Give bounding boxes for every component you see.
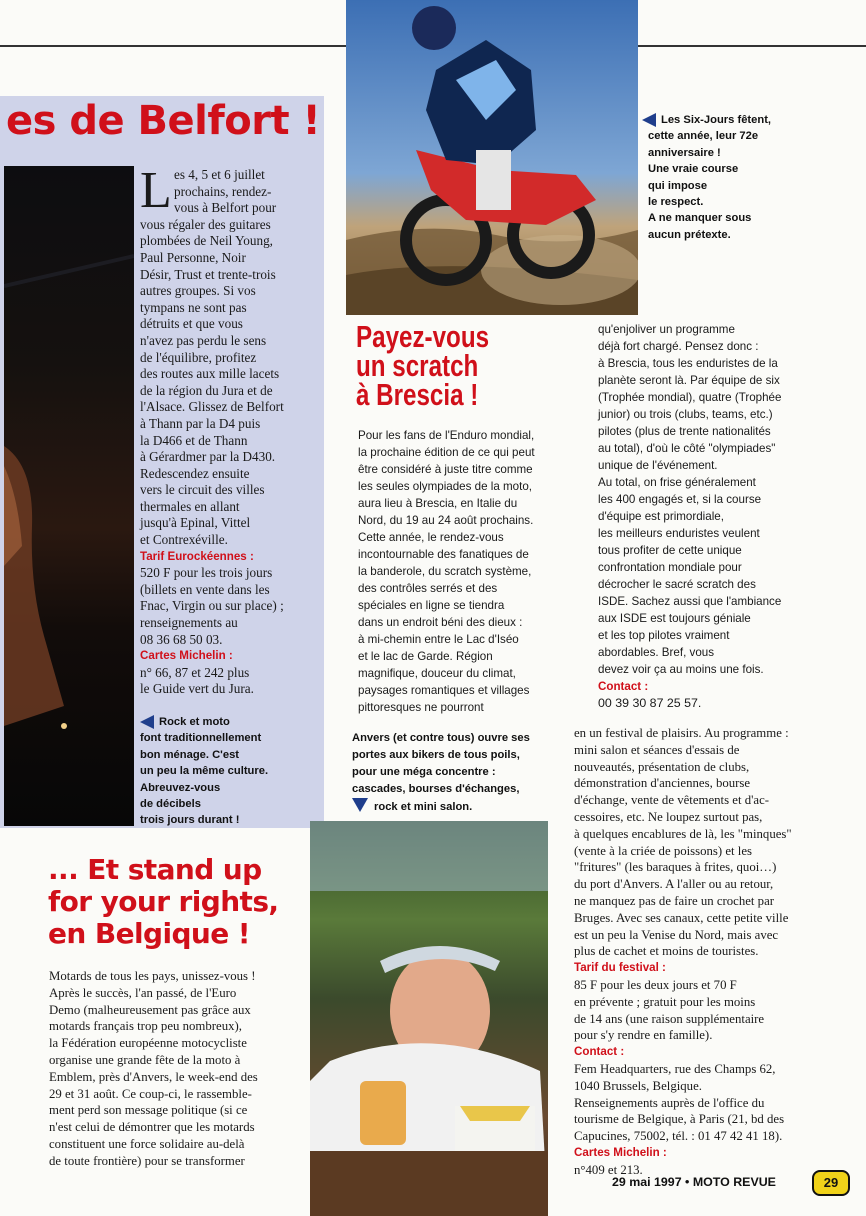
belfort-caption (140, 714, 322, 829)
enduro-photo-art (346, 0, 638, 315)
brescia-title (356, 319, 535, 412)
belfort-line: prochains, rendez- (174, 183, 272, 199)
belfort-line: de la région du Jura et de (140, 382, 273, 398)
page-number: 29 (823, 1175, 839, 1190)
belgique-line: n°409 et 213. (574, 1162, 643, 1177)
triangle-left-icon (642, 113, 656, 127)
caption-line: bon ménage. C'est (140, 748, 240, 761)
belfort-line: des routes aux mille lacets (140, 366, 280, 382)
belfort-line: l'Alsace. Glissez de Belfort (140, 399, 284, 415)
brescia-contact-label: Contact : (598, 680, 649, 693)
brescia-line: pittoresques ne pourront (358, 701, 484, 714)
belgique-contact-label: Contact : (574, 1045, 625, 1059)
caption-line: Anvers (et contre tous) ouvre ses (352, 732, 530, 744)
footer-date: 29 mai 1997 (612, 1175, 682, 1189)
tarif-line: 08 36 68 50 03. (140, 631, 223, 647)
brescia-contact-text: 00 39 30 87 25 57. (598, 696, 702, 710)
caption-line: Rock et moto (140, 714, 322, 730)
belfort-line: à Thann par la D4 puis (140, 415, 261, 431)
enduro-photo-caption (642, 112, 864, 243)
belgique-column-1 (49, 968, 311, 1170)
brescia-line: à mi-chemin entre le Lac d'Iséo (358, 633, 519, 646)
caption-line: rock et mini salon. (352, 798, 566, 816)
triangle-left-icon (140, 715, 154, 729)
belfort-line: Paul Personne, Noir (140, 249, 246, 265)
belfort-line: autres groupes. Si vos (140, 283, 256, 299)
tarif-festival-label: Tarif du festival : (574, 961, 666, 975)
belgique-title-line: en Belgique ! (48, 917, 250, 950)
brescia-line: être considéré à juste titre comme (358, 463, 533, 476)
belfort-line: détruits et que vous (140, 316, 243, 332)
brescia-title-line: Payez-vous (356, 319, 490, 354)
brescia-line: décrocher le sacré scratch des (598, 578, 756, 591)
tarif-line: 520 F pour les trois jours (140, 565, 273, 581)
belfort-line: es 4, 5 et 6 juillet (174, 167, 265, 182)
brescia-line: magnifique, douceur du climat, (358, 667, 516, 680)
belgique-line: en un festival de plaisirs. Au programme : (574, 726, 789, 740)
belgique-line: 29 et 31 août. Ce coup-ci, le rassemble- (49, 1086, 252, 1101)
brescia-line: junior) ou trois (clubs, teams, etc.) (598, 408, 773, 421)
cartes-line: le Guide vert du Jura. (140, 681, 254, 697)
belgique-line: 85 F pour les deux jours et 70 F (574, 977, 737, 992)
belfort-paragraph (140, 162, 320, 549)
caption-line: Les Six-Jours fêtent, (642, 112, 864, 128)
belgique-line: 1040 Brussels, Belgique. (574, 1078, 702, 1093)
brescia-line: et le lac de Garde. Région (358, 650, 493, 663)
belgique-line: motards français trop peu nombreux), (49, 1019, 242, 1034)
cartes-michelin-label: Cartes Michelin : (140, 649, 233, 663)
belfort-line: Désir, Trust et trente-trois (140, 266, 276, 282)
brescia-line: pilotes (plus de trente nationalités (598, 425, 771, 438)
brescia-line: unique de l'événement. (598, 459, 718, 472)
brescia-title-line: à Brescia ! (356, 377, 479, 412)
belgique-line: "fritures" (les baraques à frites, quoi…) (574, 860, 777, 875)
caption-line: portes aux bikers de tous poils, (352, 749, 520, 761)
belgique-line: Bruges. Avec ses canaux, cette petite ville (574, 910, 789, 925)
tarif-line: (billets en vente dans les (140, 581, 270, 597)
brescia-line: d'équipe est primordiale, (598, 510, 724, 523)
belgique-line: Fem Headquarters, rue des Champs 62, (574, 1061, 776, 1076)
caption-line: cette année, leur 72e (648, 130, 759, 143)
brescia-line: au total), d'où le côté "olympiades" (598, 442, 776, 455)
brescia-line: spéciales en ligne se tiendra (358, 599, 505, 612)
brescia-line: Cette année, le rendez-vous (358, 531, 504, 544)
belfort-line: tympans ne sont pas (140, 299, 247, 315)
belgique-line: Motards de tous les pays, unissez-vous ! (49, 969, 256, 983)
brescia-line: abordables. Bref, vous (598, 646, 715, 659)
caption-line: font traditionnellement (140, 732, 262, 745)
belfort-line: de l'équilibre, profitez (140, 349, 257, 365)
belfort-line: et Contrexéville. (140, 532, 228, 548)
brescia-line: les meilleurs enduristes veulent (598, 527, 760, 540)
belgique-title (48, 854, 348, 950)
brescia-line: aux ISDE est toujours géniale (598, 612, 751, 625)
belgique-line: d'échange, vente de vêtements et d'ac- (574, 793, 770, 808)
belgique-column-2 (574, 725, 860, 1179)
belgique-line: plus de cachet et moins de touristes. (574, 944, 759, 959)
belgique-line: ment perd son message politique (si ce (49, 1103, 248, 1118)
brescia-line: qu'enjoliver un programme (598, 323, 735, 336)
brescia-column-2 (598, 321, 858, 712)
brescia-line: et les top pilotes vraiment (598, 629, 730, 642)
caption-line: anniversaire ! (648, 146, 721, 159)
brescia-line: Pour les fans de l'Enduro mondial, (358, 429, 535, 442)
belfort-body (140, 162, 320, 698)
belgique-line: nouveautés, présentation de clubs, (574, 759, 750, 774)
belgique-line: du port d'Anvers. A l'aller ou au retour, (574, 877, 774, 892)
page-footer (612, 1175, 776, 1189)
brescia-line: à Brescia, tous les enduristes de la (598, 357, 778, 370)
belfort-line: la D466 et de Thann (140, 432, 248, 448)
caption-line: aucun prétexte. (648, 228, 731, 241)
belgique-line: cessoires, etc. Ne loupez surtout pas, (574, 809, 763, 824)
brescia-line: paysages romantiques et villages (358, 684, 530, 697)
brescia-line: aura lieu à Brescia, en Italie du (358, 497, 518, 510)
caption-line: trois jours durant ! (140, 814, 240, 827)
belgique-caption (352, 730, 566, 816)
brescia-line: (Trophée mondial), quatre (Trophée (598, 391, 782, 404)
belgique-line: pour s'y rendre en famille). (574, 1028, 713, 1043)
brescia-line: dans un endroit béni des dieux : (358, 616, 523, 629)
belfort-line: n'avez pas perdu le sens (140, 332, 267, 348)
belgique-line: (vente à la criée de poissons) et les (574, 843, 753, 858)
brescia-line: les seules olympiades de la moto, (358, 480, 532, 493)
caption-line: de décibels (140, 798, 201, 811)
belgique-line: organise une grande fête de la moto à (49, 1052, 241, 1067)
belgique-line: est un peu la Venise du Nord, mais avec (574, 927, 779, 942)
brescia-line: tous profiter de cette unique (598, 544, 742, 557)
caption-line: cascades, bourses d'échanges, (352, 783, 520, 795)
belgique-line: à quelques encablures de là, les "minques" (574, 826, 792, 841)
cartes-line: n° 66, 87 et 242 plus (140, 664, 250, 680)
caption-line: Abreuvez-vous (140, 781, 221, 794)
belgique-line: constituent une force solidaire au-delà (49, 1136, 245, 1151)
caption-line: qui impose (648, 179, 708, 192)
brescia-line: la banderole, du scratch système, (358, 565, 532, 578)
brescia-line: Au total, on frise généralement (598, 476, 756, 489)
triangle-down-icon (352, 798, 368, 812)
belgique-line: de toute frontière) pour se transformer (49, 1153, 245, 1168)
belfort-line: jusqu'à Epinal, Vittel (140, 515, 251, 531)
belgique-line: Demo (malheureusement pas grâce aux (49, 1002, 251, 1017)
drop-cap: L (140, 162, 172, 219)
enduro-photo (346, 0, 638, 315)
brescia-line: planète seront là. Par équipe de six (598, 374, 780, 387)
belgique-line: Emblem, près d'Anvers, le week-end des (49, 1069, 258, 1084)
brescia-column-1 (358, 427, 584, 716)
page-number-badge (812, 1170, 850, 1196)
belfort-line: à Gérardmer par la D430. (140, 449, 276, 465)
belfort-line: vers le circuit des villes (140, 482, 265, 498)
caption-line: Une vraie course (648, 163, 739, 176)
brescia-line: ISDE. Sachez aussi que l'ambiance (598, 595, 782, 608)
belgique-line: démonstration d'anciennes, bourse (574, 776, 751, 791)
belgique-line: Après le succès, l'an passé, de l'Euro (49, 985, 237, 1000)
caption-line: pour une méga concentre : (352, 766, 496, 778)
belfort-title: es de Belfort ! (6, 98, 321, 144)
belgique-title-line: for your rights, (48, 885, 279, 918)
brescia-line: les 400 engagés et, si la course (598, 493, 762, 506)
concert-photo (4, 166, 134, 826)
belgique-line: la Fédération européenne motocycliste (49, 1036, 247, 1051)
top-rule-right (638, 45, 866, 47)
belgique-line: Capucines, 75002, tél. : 01 47 42 41 18). (574, 1129, 783, 1144)
belgique-line: Renseignements auprès de l'office du (574, 1095, 765, 1110)
tarif-eurockeennes-label: Tarif Eurockéennes : (140, 549, 254, 563)
footer-bullet: • (685, 1175, 690, 1189)
belfort-line: plombées de Neil Young, (140, 233, 273, 249)
tarif-line: Fnac, Virgin ou sur place) ; (140, 598, 284, 614)
brescia-line: Nord, du 19 au 24 août prochains. (358, 514, 534, 527)
caption-line: le respect. (648, 196, 704, 209)
belgique-line: en prévente ; gratuit pour les moins (574, 994, 756, 1009)
belgique-title-line: ... Et stand up (48, 853, 262, 886)
belgique-cartes-label: Cartes Michelin : (574, 1145, 667, 1159)
tarif-line: renseignements au (140, 615, 238, 631)
brescia-line: devez voir ça au moins une fois. (598, 663, 764, 676)
belfort-line: thermales en allant (140, 498, 240, 514)
belgique-line: mini salon et séances d'essais de (574, 742, 740, 757)
belfort-line: vous régaler des guitares (140, 216, 271, 232)
footer-magazine: MOTO REVUE (692, 1175, 776, 1189)
belgique-line: de 14 ans (une raison supplémentaire (574, 1011, 765, 1026)
brescia-line: incontournable des fanatiques de (358, 548, 529, 561)
caption-line: un peu la même culture. (140, 765, 269, 778)
caption-line: A ne manquer sous (648, 212, 752, 225)
belfort-line: vous à Belfort pour (174, 200, 277, 216)
brescia-line: confrontation mondiale pour (598, 561, 742, 574)
brescia-line: la prochaine édition de ce qui peut (358, 446, 535, 459)
belgique-line: n'est celui de démontrer que les motards (49, 1120, 255, 1135)
belfort-line: Redescendez ensuite (140, 465, 250, 481)
brescia-title-line: un scratch (356, 348, 479, 383)
belgique-line: tourisme de Belgique, à Paris (21, bd des (574, 1112, 785, 1127)
brescia-line: des contrôles serrés et des (358, 582, 498, 595)
brescia-line: déjà fort chargé. Pensez donc : (598, 340, 759, 353)
concert-photo-art (4, 166, 134, 826)
belgique-line: ne manquez pas de faire un crochet par (574, 893, 775, 908)
top-rule-left (0, 45, 346, 47)
